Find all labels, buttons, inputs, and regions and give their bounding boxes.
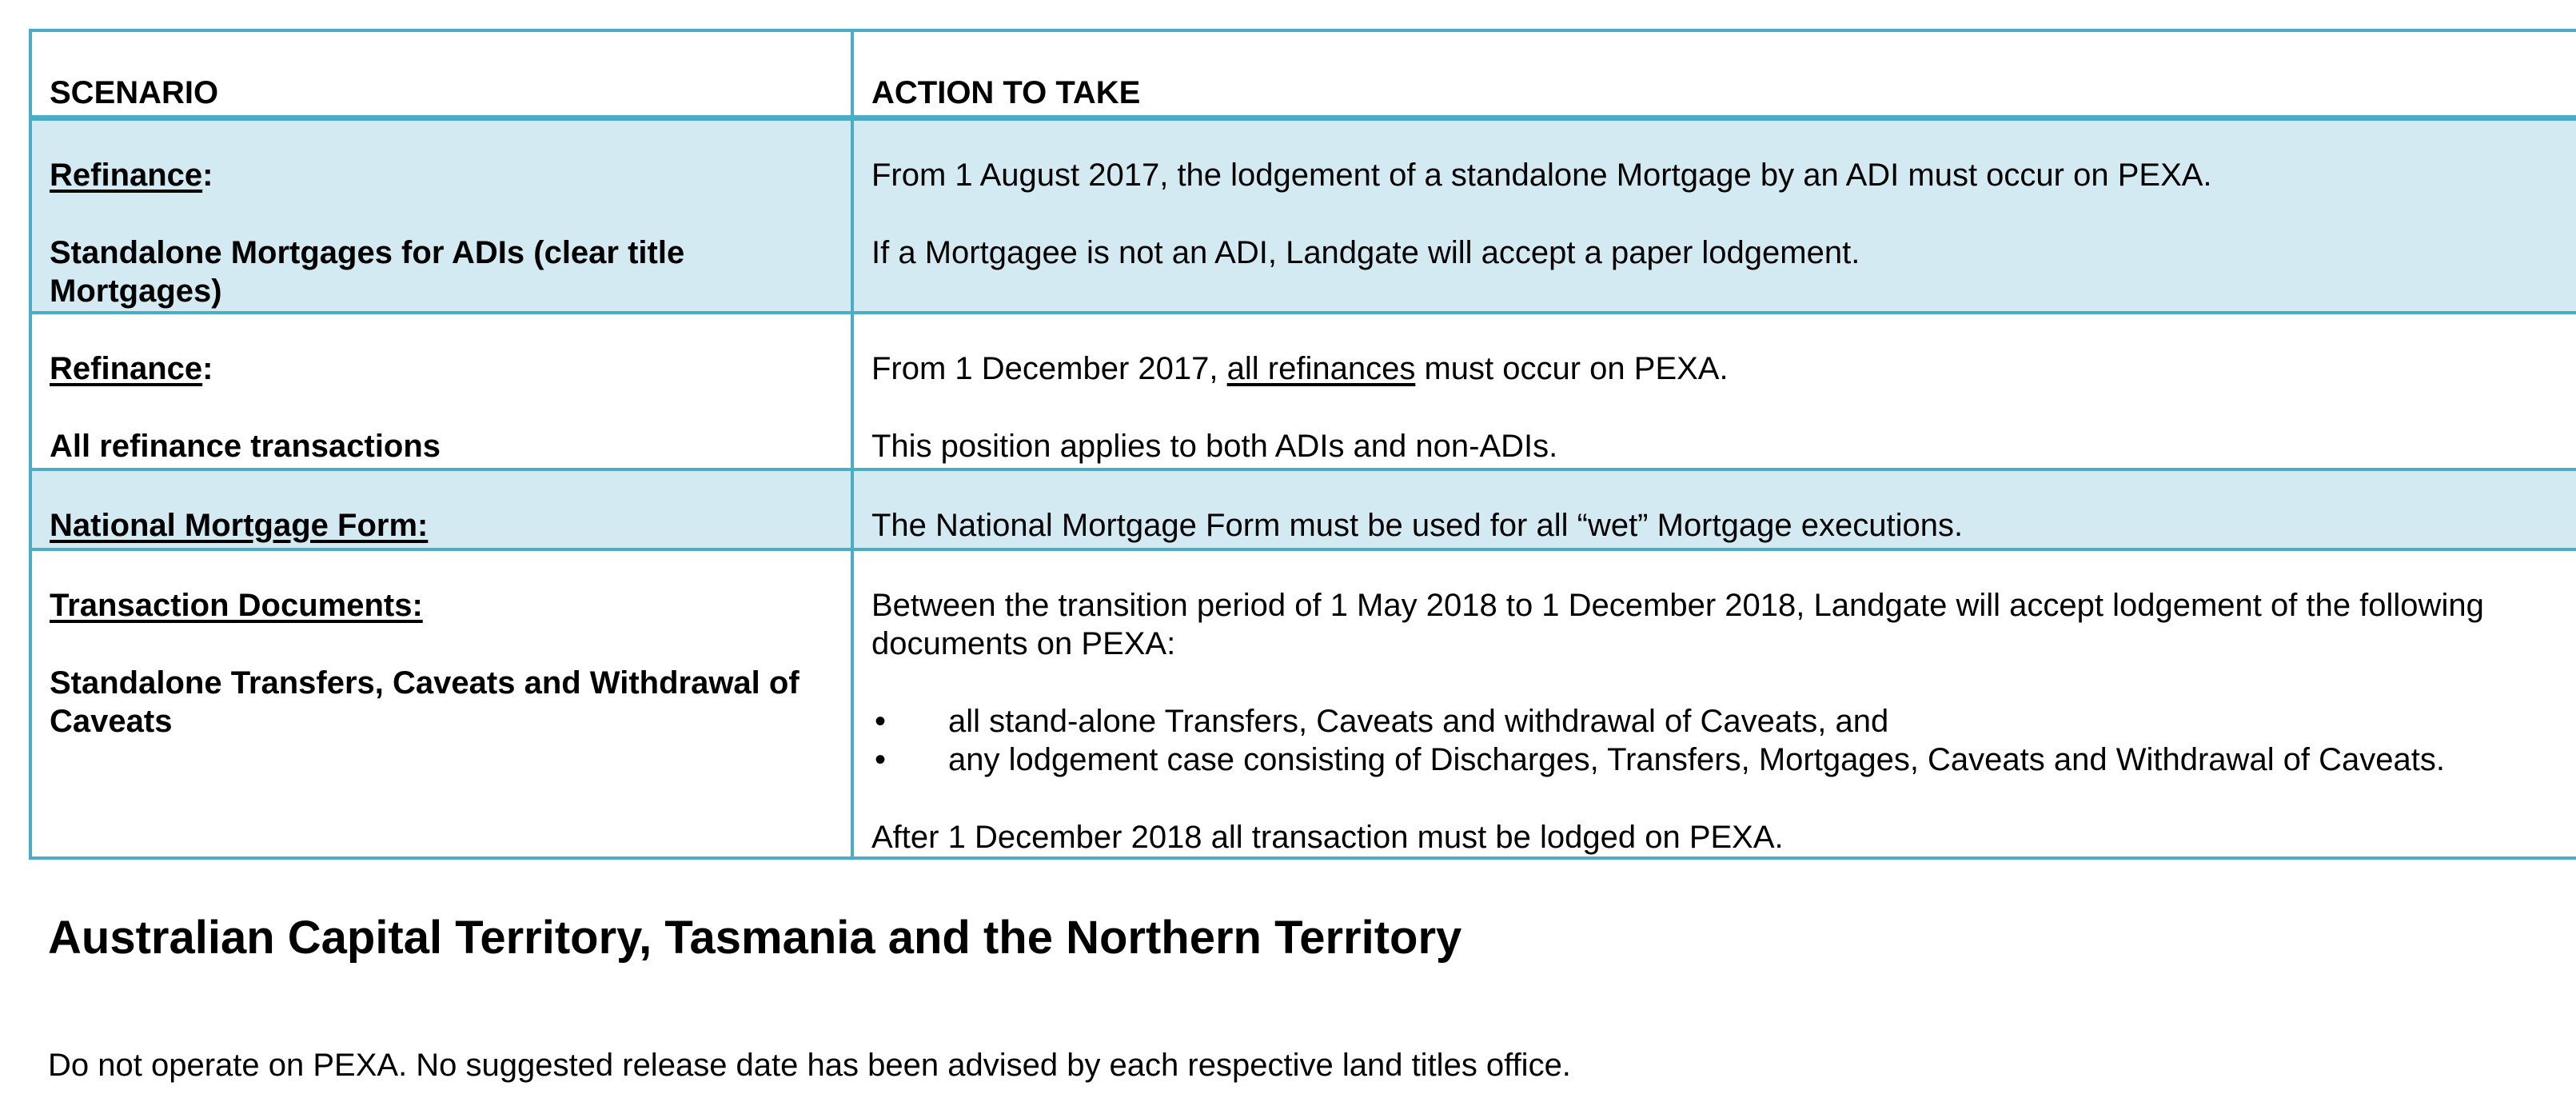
- bullet-text: any lodgement case consisting of Discharges, Transfers, Mortgages, Caveats and Withdrawal of Caveats.: [948, 742, 2446, 777]
- bullet-item: [871, 741, 2558, 779]
- scenario-title: Transaction Documents:: [50, 588, 423, 623]
- scenario-detail: Standalone Mortgages for ADIs (clear title Mortgages): [50, 235, 685, 309]
- section-heading: Australian Capital Territory, Tasmania and the Northern Territory: [48, 912, 1462, 964]
- action-cell: [852, 469, 2576, 549]
- scenario-action-table: [29, 29, 2576, 860]
- scenario-cell: [30, 118, 852, 313]
- bullet-icon: •: [875, 742, 887, 777]
- action-paragraph: If a Mortgagee is not an ADI, Landgate will accept a paper lodgement.: [871, 235, 1860, 270]
- action-paragraph: Between the transition period of 1 May 2018 to 1 December 2018, Landgate will accept lodgement of the following documents on PEXA:: [871, 588, 2484, 661]
- bullet-text: all stand-alone Transfers, Caveats and withdrawal of Caveats, and: [948, 704, 1889, 739]
- table-row: [30, 549, 2576, 858]
- action-text: must occur on PEXA.: [1415, 351, 1729, 386]
- table-row: [30, 469, 2576, 549]
- section-text: Do not operate on PEXA. No suggested release date has been advised by each respective land titles office.: [48, 1048, 1571, 1083]
- scenario-title-suffix: :: [202, 351, 213, 386]
- table-row: [30, 313, 2576, 469]
- bullet-item: [871, 702, 2558, 741]
- scenario-cell: [30, 313, 852, 469]
- scenario-title: National Mortgage Form:: [50, 508, 429, 543]
- table-row: [30, 118, 2576, 313]
- bullet-icon: •: [875, 704, 887, 739]
- action-paragraph: From 1 August 2017, the lodgement of a standalone Mortgage by an ADI must occur on PEXA.: [871, 158, 2212, 193]
- action-paragraph: This position applies to both ADIs and non-ADIs.: [871, 429, 1558, 464]
- scenario-cell: [30, 469, 852, 549]
- action-paragraph: [871, 349, 2558, 388]
- header-action: ACTION TO TAKE: [852, 30, 2576, 118]
- scenario-cell: [30, 549, 852, 858]
- action-text: From 1 December 2017,: [871, 351, 1227, 386]
- action-cell: [852, 549, 2576, 858]
- table-header-row: [30, 30, 2576, 118]
- scenario-detail: Standalone Transfers, Caveats and Withdrawal of Caveats: [50, 665, 800, 739]
- action-paragraph: The National Mortgage Form must be used for all “wet” Mortgage executions.: [871, 508, 1964, 543]
- action-cell: [852, 118, 2576, 313]
- scenario-detail: All refinance transactions: [50, 429, 441, 464]
- header-scenario: SCENARIO: [30, 30, 852, 118]
- scenario-title-suffix: :: [202, 158, 213, 193]
- document-page: [29, 29, 2576, 860]
- action-paragraph: After 1 December 2018 all transaction must be lodged on PEXA.: [871, 820, 1784, 855]
- action-cell: [852, 313, 2576, 469]
- scenario-title: Refinance: [50, 158, 203, 193]
- all-refinances-text: all refinances: [1226, 351, 1416, 386]
- scenario-title: Refinance: [50, 351, 203, 386]
